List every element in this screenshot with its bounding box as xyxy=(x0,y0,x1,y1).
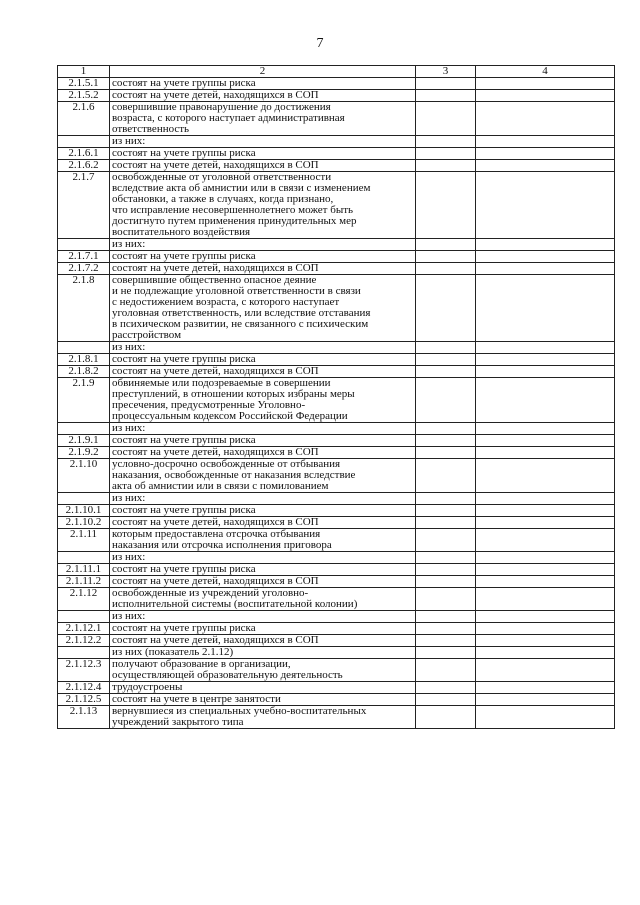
row-description-line: состоят на учете группы риска xyxy=(112,563,256,575)
row-description-line: с недостижением возраста, с которого наступает xyxy=(112,296,340,308)
row-description-line: осуществляющей образовательную деятельность xyxy=(112,669,343,681)
row-description-cell xyxy=(110,275,416,342)
value-cell-col4[interactable] xyxy=(476,576,615,588)
row-number-cell: 2.1.11.1 xyxy=(58,564,110,576)
table-row xyxy=(58,342,615,354)
row-number-cell: 2.1.7.2 xyxy=(58,263,110,275)
row-description-cell xyxy=(110,682,416,694)
value-cell-col4[interactable] xyxy=(476,517,615,529)
value-cell-col4[interactable] xyxy=(476,659,615,682)
row-description-line: состоят на учете в центре занятости xyxy=(112,693,281,705)
row-description-line: преступлений, в отношении которых избраны меры xyxy=(112,388,355,400)
value-cell-col3[interactable] xyxy=(416,342,476,354)
value-cell-col4[interactable] xyxy=(476,354,615,366)
row-number-cell: 2.1.6 xyxy=(58,102,110,136)
row-description-line: что исправление несовершеннолетнего может быть xyxy=(112,204,354,216)
row-description-line: наказания или отсрочка исполнения приговора xyxy=(112,539,332,551)
value-cell-col3[interactable] xyxy=(416,659,476,682)
table-row xyxy=(58,682,615,694)
row-description-cell xyxy=(110,694,416,706)
value-cell-col3[interactable] xyxy=(416,354,476,366)
value-cell-col3[interactable] xyxy=(416,90,476,102)
table-row xyxy=(58,576,615,588)
row-number-cell xyxy=(58,342,110,354)
row-description-line: состоят на учете группы риска xyxy=(112,504,256,516)
row-number-cell xyxy=(58,647,110,659)
value-cell-col3[interactable] xyxy=(416,635,476,647)
table-row xyxy=(58,378,615,423)
value-cell-col4[interactable] xyxy=(476,706,615,729)
column-header-3: 3 xyxy=(416,66,476,78)
value-cell-col4[interactable] xyxy=(476,366,615,378)
row-number-cell: 2.1.12.2 xyxy=(58,635,110,647)
row-description-cell xyxy=(110,366,416,378)
row-description-line: условно-досрочно освобожденные от отбывания xyxy=(112,458,341,470)
row-description-cell xyxy=(110,493,416,505)
value-cell-col4[interactable] xyxy=(476,160,615,172)
row-description-cell xyxy=(110,148,416,160)
value-cell-col3[interactable] xyxy=(416,378,476,423)
row-description-cell xyxy=(110,160,416,172)
value-cell-col3[interactable] xyxy=(416,160,476,172)
table-row xyxy=(58,564,615,576)
value-cell-col3[interactable] xyxy=(416,552,476,564)
row-description-line: освобожденные из учреждений уголовно- xyxy=(112,587,309,599)
table-body xyxy=(58,78,615,729)
value-cell-col4[interactable] xyxy=(476,342,615,354)
value-cell-col4[interactable] xyxy=(476,136,615,148)
value-cell-col4[interactable] xyxy=(476,251,615,263)
value-cell-col3[interactable] xyxy=(416,564,476,576)
page-number: 7 xyxy=(316,36,324,51)
row-description-cell xyxy=(110,505,416,517)
value-cell-col4[interactable] xyxy=(476,552,615,564)
row-number-cell: 2.1.13 xyxy=(58,706,110,729)
value-cell-col3[interactable] xyxy=(416,588,476,611)
table-row xyxy=(58,435,615,447)
row-number-cell: 2.1.8.2 xyxy=(58,366,110,378)
row-number-cell xyxy=(58,423,110,435)
table-row xyxy=(58,78,615,90)
row-number-cell xyxy=(58,611,110,623)
row-description-line: совершившие общественно опасное деяние xyxy=(112,274,317,286)
table-row xyxy=(58,493,615,505)
value-cell-col3[interactable] xyxy=(416,78,476,90)
value-cell-col3[interactable] xyxy=(416,275,476,342)
row-number-cell: 2.1.8.1 xyxy=(58,354,110,366)
column-header-1: 1 xyxy=(58,66,110,78)
table-row xyxy=(58,263,615,275)
value-cell-col3[interactable] xyxy=(416,647,476,659)
row-description-cell xyxy=(110,706,416,729)
row-description-line: состоят на учете детей, находящихся в СОП xyxy=(112,516,319,528)
value-cell-col3[interactable] xyxy=(416,148,476,160)
row-number-cell xyxy=(58,239,110,251)
row-description-line: пресечения, предусмотренные Уголовно- xyxy=(112,399,306,411)
row-number-cell: 2.1.12 xyxy=(58,588,110,611)
row-description-cell xyxy=(110,102,416,136)
value-cell-col3[interactable] xyxy=(416,505,476,517)
table-row xyxy=(58,366,615,378)
table-row xyxy=(58,552,615,564)
value-cell-col4[interactable] xyxy=(476,493,615,505)
row-description-line: вследствие акта об амнистии или в связи с изменением xyxy=(112,182,371,194)
table-row xyxy=(58,102,615,136)
value-cell-col4[interactable] xyxy=(476,423,615,435)
row-number-cell: 2.1.11 xyxy=(58,529,110,552)
table-row xyxy=(58,635,615,647)
table-row xyxy=(58,706,615,729)
table-row xyxy=(58,517,615,529)
row-description-line: состоят на учете детей, находящихся в СОП xyxy=(112,89,319,101)
value-cell-col4[interactable] xyxy=(476,682,615,694)
row-description-cell xyxy=(110,623,416,635)
value-cell-col3[interactable] xyxy=(416,493,476,505)
row-description-line: наказания, освобожденные от наказания вследствие xyxy=(112,469,356,481)
table-row xyxy=(58,354,615,366)
row-description-line: уголовная ответственность, или вследствие отставания xyxy=(112,307,371,319)
row-number-cell: 2.1.12.1 xyxy=(58,623,110,635)
row-description-line: состоят на учете детей, находящихся в СОП xyxy=(112,262,319,274)
row-description-line: обвиняемые или подозреваемые в совершении xyxy=(112,377,331,389)
table-row xyxy=(58,160,615,172)
row-description-cell xyxy=(110,78,416,90)
row-description-line: акта об амнистии или в связи с помилованием xyxy=(112,480,329,492)
row-number-cell: 2.1.6.1 xyxy=(58,148,110,160)
row-description-line: из них: xyxy=(112,341,146,353)
row-number-cell: 2.1.10 xyxy=(58,459,110,493)
value-cell-col3[interactable] xyxy=(416,529,476,552)
table-row xyxy=(58,423,615,435)
row-description-cell xyxy=(110,342,416,354)
row-description-line: исполнительной системы (воспитательной колонии) xyxy=(112,598,358,610)
row-number-cell: 2.1.12.3 xyxy=(58,659,110,682)
table-row xyxy=(58,275,615,342)
value-cell-col4[interactable] xyxy=(476,635,615,647)
row-description-line: трудоустроены xyxy=(112,681,183,693)
row-description-line: из них: xyxy=(112,135,146,147)
row-description-cell xyxy=(110,354,416,366)
row-number-cell: 2.1.6.2 xyxy=(58,160,110,172)
value-cell-col4[interactable] xyxy=(476,102,615,136)
row-description-cell xyxy=(110,263,416,275)
value-cell-col3[interactable] xyxy=(416,459,476,493)
table-row xyxy=(58,529,615,552)
value-cell-col4[interactable] xyxy=(476,623,615,635)
row-description-cell xyxy=(110,659,416,682)
table-row xyxy=(58,251,615,263)
row-description-cell xyxy=(110,588,416,611)
value-cell-col4[interactable] xyxy=(476,694,615,706)
row-description-line: из них: xyxy=(112,422,146,434)
value-cell-col4[interactable] xyxy=(476,148,615,160)
row-description-cell xyxy=(110,423,416,435)
value-cell-col4[interactable] xyxy=(476,611,615,623)
row-number-cell: 2.1.5.2 xyxy=(58,90,110,102)
value-cell-col4[interactable] xyxy=(476,275,615,342)
row-description-line: состоят на учете группы риска xyxy=(112,77,256,89)
header-row xyxy=(58,66,615,78)
row-description-line: из них: xyxy=(112,610,146,622)
value-cell-col4[interactable] xyxy=(476,447,615,459)
row-description-line: освобожденные от уголовной ответственности xyxy=(112,171,332,183)
row-description-line: и не подлежащие уголовной ответственности в связи xyxy=(112,285,361,297)
value-cell-col3[interactable] xyxy=(416,366,476,378)
row-description-line: из них (показатель 2.1.12) xyxy=(112,646,234,658)
value-cell-col3[interactable] xyxy=(416,251,476,263)
table-row xyxy=(58,148,615,160)
row-number-cell: 2.1.9.2 xyxy=(58,447,110,459)
table-row xyxy=(58,239,615,251)
value-cell-col4[interactable] xyxy=(476,505,615,517)
row-number-cell: 2.1.7.1 xyxy=(58,251,110,263)
row-description-cell xyxy=(110,564,416,576)
table-row xyxy=(58,659,615,682)
row-description-line: состоят на учете группы риска xyxy=(112,353,256,365)
row-description-line: состоят на учете группы риска xyxy=(112,147,256,159)
row-number-cell: 2.1.10.1 xyxy=(58,505,110,517)
row-description-cell xyxy=(110,90,416,102)
row-description-cell xyxy=(110,447,416,459)
row-description-line: состоят на учете детей, находящихся в СОП xyxy=(112,365,319,377)
row-description-line: возраста, с которого наступает административная xyxy=(112,112,345,124)
value-cell-col4[interactable] xyxy=(476,239,615,251)
row-description-line: которым предоставлена отсрочка отбывания xyxy=(112,528,321,540)
value-cell-col3[interactable] xyxy=(416,706,476,729)
row-number-cell: 2.1.12.5 xyxy=(58,694,110,706)
table-row xyxy=(58,694,615,706)
row-description-cell xyxy=(110,136,416,148)
row-description-cell xyxy=(110,611,416,623)
value-cell-col3[interactable] xyxy=(416,263,476,275)
value-cell-col4[interactable] xyxy=(476,90,615,102)
value-cell-col3[interactable] xyxy=(416,447,476,459)
row-description-line: состоят на учете группы риска xyxy=(112,250,256,262)
row-description-line: воспитательного воздействия xyxy=(112,226,251,238)
row-description-line: достигнуто путем применения принудительных мер xyxy=(112,215,357,227)
row-number-cell: 2.1.5.1 xyxy=(58,78,110,90)
value-cell-col4[interactable] xyxy=(476,588,615,611)
row-description-cell xyxy=(110,435,416,447)
row-description-line: состоят на учете группы риска xyxy=(112,434,256,446)
value-cell-col3[interactable] xyxy=(416,694,476,706)
row-number-cell: 2.1.7 xyxy=(58,172,110,239)
row-description-line: состоят на учете группы риска xyxy=(112,622,256,634)
value-cell-col3[interactable] xyxy=(416,239,476,251)
table-row xyxy=(58,611,615,623)
row-description-line: состоят на учете детей, находящихся в СОП xyxy=(112,575,319,587)
row-number-cell: 2.1.9 xyxy=(58,378,110,423)
column-header-2: 2 xyxy=(110,66,416,78)
table-row xyxy=(58,647,615,659)
row-description-line: получают образование в организации, xyxy=(112,658,291,670)
row-description-cell xyxy=(110,517,416,529)
report-table xyxy=(57,65,615,729)
table-row xyxy=(58,136,615,148)
row-description-line: совершившие правонарушение до достижения xyxy=(112,101,331,113)
value-cell-col3[interactable] xyxy=(416,172,476,239)
row-description-cell xyxy=(110,251,416,263)
row-description-cell xyxy=(110,459,416,493)
row-description-cell xyxy=(110,576,416,588)
value-cell-col3[interactable] xyxy=(416,576,476,588)
value-cell-col4[interactable] xyxy=(476,172,615,239)
row-description-line: ответственность xyxy=(112,123,190,135)
table-row xyxy=(58,447,615,459)
row-description-line: состоят на учете детей, находящихся в СОП xyxy=(112,634,319,646)
row-description-line: обстановки, а также в случаях, когда признано, xyxy=(112,193,334,205)
table-row xyxy=(58,459,615,493)
value-cell-col3[interactable] xyxy=(416,423,476,435)
row-description-line: состоят на учете детей, находящихся в СОП xyxy=(112,159,319,171)
value-cell-col4[interactable] xyxy=(476,435,615,447)
table-row xyxy=(58,623,615,635)
value-cell-col3[interactable] xyxy=(416,435,476,447)
row-description-cell xyxy=(110,635,416,647)
row-description-cell xyxy=(110,378,416,423)
value-cell-col4[interactable] xyxy=(476,647,615,659)
row-description-line: вернувшиеся из специальных учебно-воспитательных xyxy=(112,705,367,717)
row-number-cell: 2.1.8 xyxy=(58,275,110,342)
row-description-line: из них: xyxy=(112,492,146,504)
column-header-4: 4 xyxy=(476,66,615,78)
value-cell-col3[interactable] xyxy=(416,611,476,623)
value-cell-col4[interactable] xyxy=(476,564,615,576)
row-number-cell: 2.1.11.2 xyxy=(58,576,110,588)
row-description-line: учреждений закрытого типа xyxy=(112,716,244,728)
value-cell-col3[interactable] xyxy=(416,517,476,529)
row-description-cell xyxy=(110,172,416,239)
row-number-cell xyxy=(58,136,110,148)
row-number-cell xyxy=(58,493,110,505)
value-cell-col3[interactable] xyxy=(416,623,476,635)
row-description-cell xyxy=(110,529,416,552)
table-row xyxy=(58,90,615,102)
value-cell-col4[interactable] xyxy=(476,78,615,90)
row-description-line: расстройством xyxy=(112,329,182,341)
table-row xyxy=(58,505,615,517)
row-number-cell: 2.1.12.4 xyxy=(58,682,110,694)
row-description-line: из них: xyxy=(112,551,146,563)
row-number-cell: 2.1.10.2 xyxy=(58,517,110,529)
value-cell-col3[interactable] xyxy=(416,102,476,136)
value-cell-col3[interactable] xyxy=(416,136,476,148)
table-row xyxy=(58,588,615,611)
row-description-line: процессуальным кодексом Российской Федерации xyxy=(112,410,348,422)
value-cell-col4[interactable] xyxy=(476,529,615,552)
row-description-line: из них: xyxy=(112,238,146,250)
value-cell-col4[interactable] xyxy=(476,378,615,423)
row-number-cell xyxy=(58,552,110,564)
table-row xyxy=(58,172,615,239)
value-cell-col4[interactable] xyxy=(476,459,615,493)
value-cell-col3[interactable] xyxy=(416,682,476,694)
row-description-cell xyxy=(110,239,416,251)
row-description-cell xyxy=(110,552,416,564)
row-description-cell xyxy=(110,647,416,659)
row-number-cell: 2.1.9.1 xyxy=(58,435,110,447)
value-cell-col4[interactable] xyxy=(476,263,615,275)
row-description-line: в психическом развитии, не связанного с психическим xyxy=(112,318,369,330)
row-description-line: состоят на учете детей, находящихся в СОП xyxy=(112,446,319,458)
